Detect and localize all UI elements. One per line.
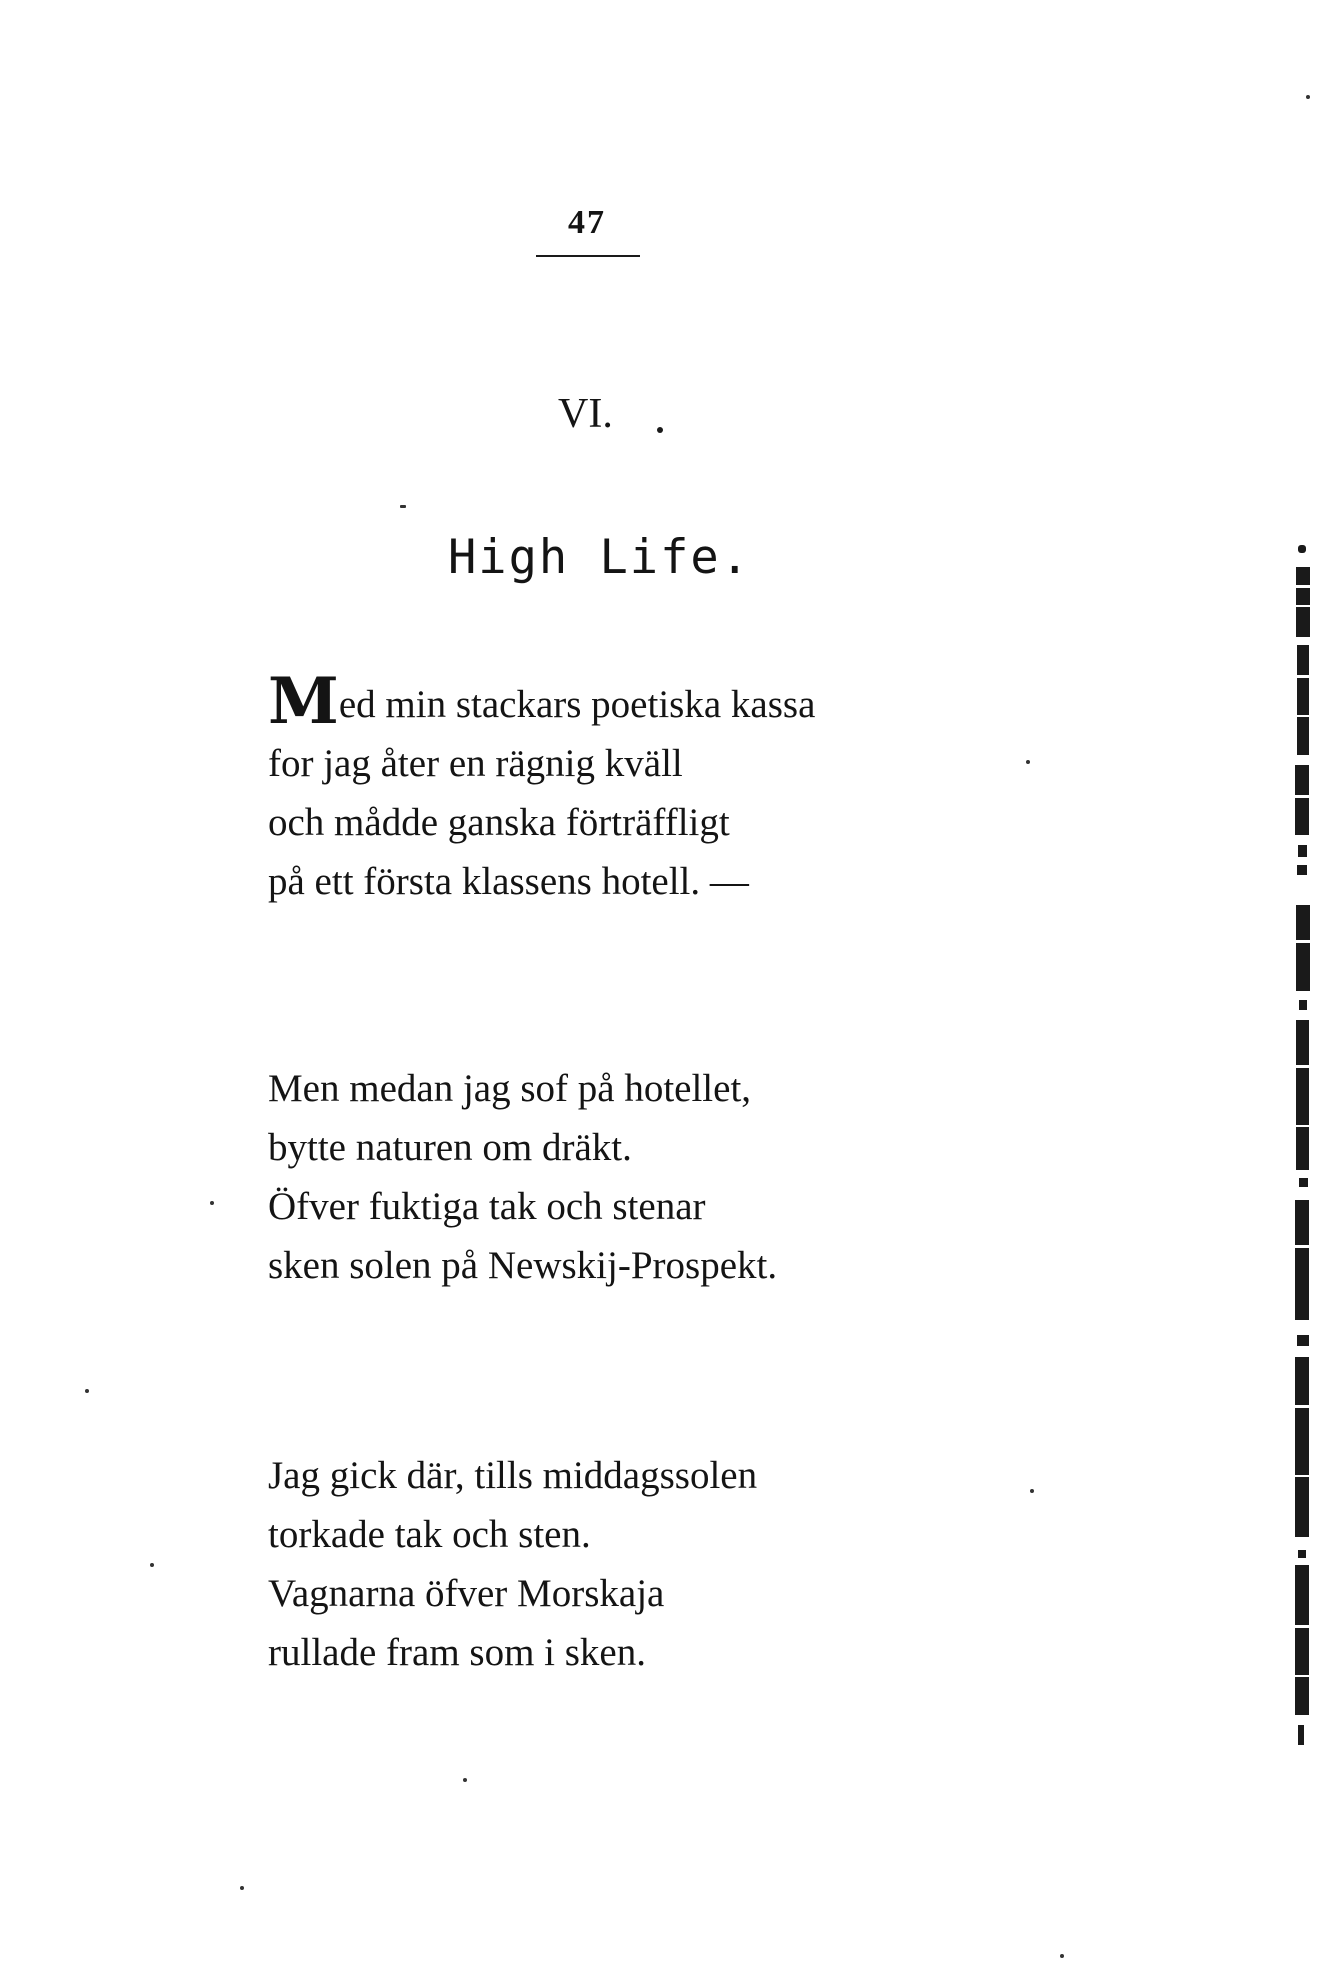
verse-line-3-3: Vagnarna öfver Morskaja: [268, 1572, 665, 1615]
stanza-3: [268, 1446, 757, 1682]
verse-line-2-3: Öfver fuktiga tak och stenar: [268, 1185, 706, 1228]
verse-line-3-2: torkade tak och sten.: [268, 1513, 591, 1556]
section-dot: [657, 427, 663, 433]
verse-line-3-4: rullade fram som i sken.: [268, 1631, 646, 1674]
verse-line-2-2: bytte naturen om dräkt.: [268, 1126, 632, 1169]
print-speck: [1306, 95, 1310, 99]
section-numeral: VI.: [558, 391, 613, 437]
print-speck: [1060, 1954, 1064, 1958]
stanza-1: [268, 664, 816, 911]
print-speck: [210, 1201, 214, 1205]
stanza-2: [268, 1059, 777, 1295]
verse-line-1-3: och mådde ganska förträffligt: [268, 801, 730, 844]
print-speck: [400, 505, 406, 508]
verse-line-2-1: Men medan jag sof på hotellet,: [268, 1067, 752, 1110]
print-speck: [1026, 760, 1030, 764]
verse-line-1-2: for jag åter en rägnig kväll: [268, 742, 683, 785]
verse-line-1-1: [268, 664, 816, 739]
verse-line-2-4: sken solen på Newskij-Prospekt.: [268, 1244, 778, 1287]
verse-line-1-1-text: ed min stackars poetiska kassa: [338, 683, 816, 726]
print-speck: [150, 1563, 154, 1567]
page-number-rule: [536, 255, 640, 257]
print-speck: [240, 1886, 244, 1890]
poem-title: High Life.: [448, 530, 751, 585]
print-speck: [1030, 1489, 1034, 1493]
verse-line-1-4: på ett första klassens hotell. —: [268, 860, 749, 903]
print-speck: [463, 1778, 467, 1782]
page-number: 47: [568, 204, 606, 241]
verse-line-3-1: Jag gick där, tills middagssolen: [268, 1454, 758, 1497]
decorative-initial: M: [268, 664, 337, 739]
bleed-through-edge: [1268, 545, 1316, 1760]
print-speck: [85, 1389, 89, 1393]
bleed-through-marks: [1268, 545, 1316, 1760]
